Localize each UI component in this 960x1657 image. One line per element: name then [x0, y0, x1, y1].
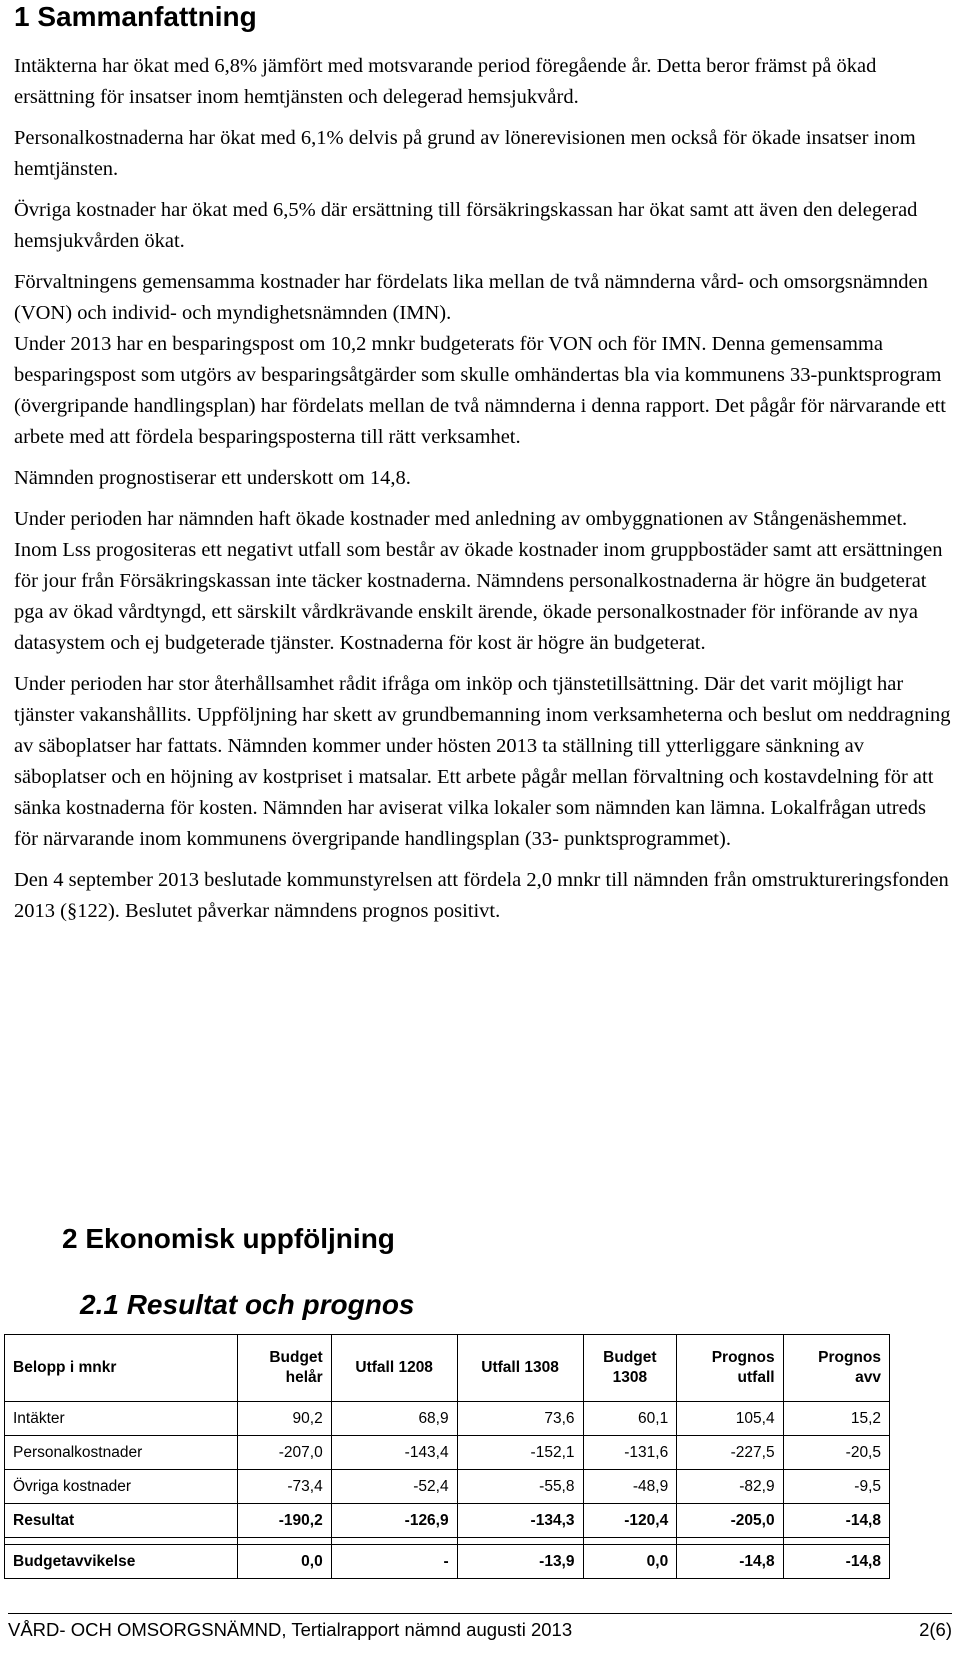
row-label: Budgetavvikelse [5, 1545, 238, 1579]
table-cell: -207,0 [238, 1436, 332, 1470]
table-cell: -152,1 [457, 1436, 583, 1470]
table-cell: -14,8 [783, 1504, 889, 1538]
table-cell: -14,8 [677, 1545, 783, 1579]
section-heading-sammanfattning: 1 Sammanfattning [14, 1, 257, 32]
paragraph: Personalkostnaderna har ökat med 6,1% delvis på grund av lönerevisionen men också för ökade insatser inom hemtjänsten. [14, 127, 916, 180]
table-cell: -143,4 [331, 1436, 457, 1470]
table-cell: 105,4 [677, 1402, 783, 1436]
column-header: Budget 1308 [583, 1335, 677, 1402]
paragraph: Den 4 september 2013 beslutade kommunstyrelsen att fördela 2,0 mnkr till nämnden från omstruktureringsfonden 2013 (§122). Beslutet påverkar nämndens prognos positivt. [14, 869, 949, 922]
table-cell: -13,9 [457, 1545, 583, 1579]
table-cell: 0,0 [583, 1545, 677, 1579]
table-spacer-row [5, 1538, 890, 1545]
column-header: Prognos avv [783, 1335, 889, 1402]
paragraph: Under perioden har stor återhållsamhet rådit ifråga om inköp och tjänstetillsättning. Där det varit möjligt har tjänster vakanshållits. Uppföljning har skett av grundbemanning inom verksamheterna och beslut om neddragning av säboplatser har fattats. Nämnden kommer under hösten 2013 ta ställning till ytterliggare sänkning av säboplatser och en höjning av kostpriset i matsalar. Ett arbete pågår mellan förvaltning och kostavdelning för att sänka kostnaderna för kosten. Nämnden har aviserat vilka lokaler som nämnden kan lämna. Lokalfrågan utreds för närvarande inom kommunens övergripande handlingsplan (33- punktsprogrammet). [14, 673, 951, 850]
table-cell: -120,4 [583, 1504, 677, 1538]
table-cell: 0,0 [238, 1545, 332, 1579]
table-cell: 73,6 [457, 1402, 583, 1436]
result-table [4, 1334, 890, 1579]
table-cell: -55,8 [457, 1470, 583, 1504]
table-cell: 68,9 [331, 1402, 457, 1436]
table-cell: -20,5 [783, 1436, 889, 1470]
column-header: Prognos utfall [677, 1335, 783, 1402]
paragraph: Under perioden har nämnden haft ökade kostnader med anledning av ombyggnationen av Stångenäshemmet. Inom Lss progositeras ett negativt utfall som består av ökade kostnader inom gruppbostäder samt att ersättningen för jour från Försäkringskassan inte täcker kostnaderna. Nämndens personalkostnaderna är högre än budgeterat pga av ökad vårdtyngd, ett särskilt vårdkrävande enskilt ärende, ökade personalkostnader för införande av nya datasystem och ej budgeterade tjänster. Kostnaderna för kost är högre än budgeterat. [14, 508, 943, 654]
paragraph: Nämnden prognostiserar ett underskott om 14,8. [14, 467, 411, 489]
paragraph: Förvaltningens gemensamma kostnader har fördelats lika mellan de två nämnderna vård- och omsorgsnämnden (VON) och individ- och myndighetsnämnden (IMN). [14, 271, 928, 324]
table-cell: -131,6 [583, 1436, 677, 1470]
column-header: Utfall 1308 [457, 1335, 583, 1402]
summary-body [14, 51, 954, 937]
table-cell: -82,9 [677, 1470, 783, 1504]
table-cell: -134,3 [457, 1504, 583, 1538]
paragraph: Under 2013 har en besparingspost om 10,2 mnkr budgeterats för VON och för IMN. Denna gemensamma besparingspost som utgörs av besparingsåtgärder som skulle omhändertas bla via kommunens 33-punktsprogram (övergripande handlingsplan) har fördelats mellan de två nämnderna i denna rapport. Det pågår för närvarande ett arbete med att fördela besparingsposterna till rätt verksamhet. [14, 333, 946, 448]
paragraph: Intäkterna har ökat med 6,8% jämfört med motsvarande period föregående år. Detta beror främst på ökad ersättning för insatser inom hemtjänsten och delegerad hemsjukvård. [14, 55, 877, 108]
table-row [5, 1402, 890, 1436]
column-header: Belopp i mnkr [5, 1335, 238, 1402]
page-number: 2(6) [919, 1619, 952, 1640]
table-cell: -205,0 [677, 1504, 783, 1538]
table-cell: -190,2 [238, 1504, 332, 1538]
table-row [5, 1436, 890, 1470]
table-cell: 90,2 [238, 1402, 332, 1436]
column-header: Utfall 1208 [331, 1335, 457, 1402]
table-cell: -9,5 [783, 1470, 889, 1504]
table-row-budgetavvikelse [5, 1545, 890, 1579]
table-cell: -227,5 [677, 1436, 783, 1470]
column-header: Budget helår [238, 1335, 332, 1402]
table-cell: -52,4 [331, 1470, 457, 1504]
table-row-resultat [5, 1504, 890, 1538]
row-label: Övriga kostnader [5, 1470, 238, 1504]
subsection-heading-resultat-och-prognos: 2.1 Resultat och prognos [80, 1289, 415, 1320]
row-label: Personalkostnader [5, 1436, 238, 1470]
table-cell: -14,8 [783, 1545, 889, 1579]
row-label: Resultat [5, 1504, 238, 1538]
table-cell: -126,9 [331, 1504, 457, 1538]
table-header-row [5, 1335, 890, 1402]
paragraph: Övriga kostnader har ökat med 6,5% där ersättning till försäkringskassan har ökat samt att även den delegerad hemsjukvården ökat. [14, 199, 918, 252]
table-row [5, 1470, 890, 1504]
footer-divider [8, 1613, 952, 1614]
table-cell: -48,9 [583, 1470, 677, 1504]
table-cell: 15,2 [783, 1402, 889, 1436]
table-cell: - [331, 1545, 457, 1579]
table-cell: 60,1 [583, 1402, 677, 1436]
row-label: Intäkter [5, 1402, 238, 1436]
section-heading-ekonomisk-uppfoljning: 2 Ekonomisk uppföljning [62, 1223, 395, 1254]
table-cell: -73,4 [238, 1470, 332, 1504]
footer-title: VÅRD- OCH OMSORGSNÄMND, Tertialrapport nämnd augusti 2013 [8, 1619, 573, 1640]
